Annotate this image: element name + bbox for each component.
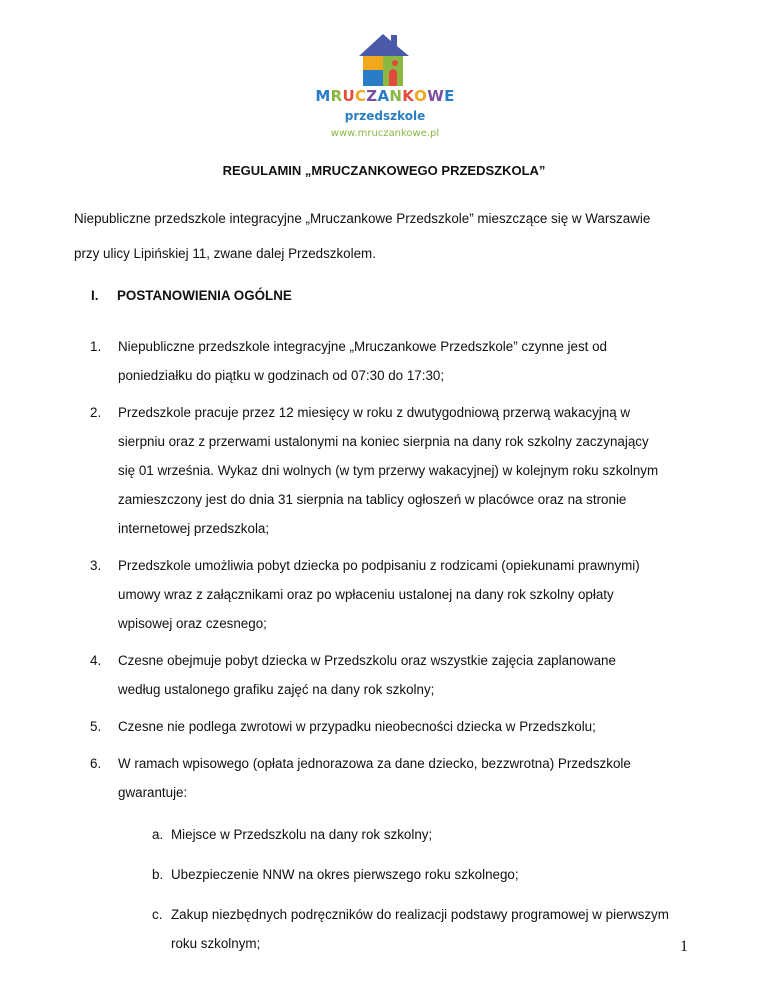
list-item bbox=[90, 712, 710, 741]
text-line: Czesne obejmuje pobyt dziecka w Przedszkolu oraz wszystkie zajęcia zaplanowane bbox=[118, 653, 616, 668]
list-item-text bbox=[118, 332, 710, 390]
sub-list bbox=[152, 820, 712, 958]
house-logo-icon bbox=[355, 32, 417, 88]
brand-letter: O bbox=[414, 87, 428, 105]
list-item bbox=[90, 398, 710, 543]
intro-paragraph bbox=[74, 201, 714, 271]
text-line: wpisowej oraz czesnego; bbox=[118, 616, 267, 631]
text-line: internetowej przedszkola; bbox=[118, 521, 270, 536]
sub-list-item-letter: c. bbox=[152, 907, 163, 922]
list-item-number: 6. bbox=[90, 756, 102, 771]
brand-letter: C bbox=[354, 87, 367, 105]
list-item-text bbox=[118, 398, 710, 543]
text-line: sierpniu oraz z przerwami ustalonymi na koniec sierpnia na dany rok szkolny zaczynający bbox=[118, 434, 649, 449]
text-line: zamieszczony jest do dnia 31 sierpnia na tablicy ogłoszeń w placówce oraz na stronie bbox=[118, 492, 627, 507]
list-item-text bbox=[118, 749, 710, 807]
brand-letter: A bbox=[377, 87, 390, 105]
text-line: Przedszkole pracuje przez 12 miesięcy w roku z dwutygodniową przerwą wakacyjną w bbox=[118, 405, 631, 420]
list-item bbox=[90, 551, 710, 638]
brand-letter: N bbox=[389, 87, 403, 105]
brand-letter: K bbox=[402, 87, 415, 105]
text-line: Ubezpieczenie NNW na okres pierwszego roku szkolnego; bbox=[171, 867, 519, 882]
sub-list-item-letter: b. bbox=[152, 867, 164, 882]
brand-letter: W bbox=[427, 87, 445, 105]
section-heading bbox=[91, 288, 292, 303]
text-line: W ramach wpisowego (opłata jednorazowa za dane dziecko, bezzwrotna) Przedszkole bbox=[118, 756, 631, 771]
text-line: roku szkolnym; bbox=[171, 936, 261, 951]
text-line: Przedszkole umożliwia pobyt dziecka po podpisaniu z rodzicami (opiekunami prawnymi) bbox=[118, 558, 640, 573]
section-title: POSTANOWIENIA OGÓLNE bbox=[117, 288, 292, 303]
brand-letter: M bbox=[315, 87, 331, 105]
text-line: poniedziałku do piątku w godzinach od 07:30 do 17:30; bbox=[118, 368, 445, 383]
sub-list-item bbox=[152, 900, 712, 958]
text-line: według ustalonego grafiku zajęć na dany rok szkolny; bbox=[118, 682, 435, 697]
sub-list-item bbox=[152, 820, 712, 849]
list-item-number: 3. bbox=[90, 558, 102, 573]
text-line: się 01 września. Wykaz dni wolnych (w tym przerwy wakacyjnej) w kolejnym roku szkolnym bbox=[118, 463, 659, 478]
text-line: Miejsce w Przedszkolu na dany rok szkolny; bbox=[171, 827, 433, 842]
brand-url: www.mruczankowe.pl bbox=[330, 128, 440, 139]
brand-subtitle: przedszkole bbox=[344, 109, 426, 123]
list-item-number: 2. bbox=[90, 405, 102, 420]
text-line: Czesne nie podlega zwrotowi w przypadku nieobecności dziecka w Przedszkolu; bbox=[118, 719, 596, 734]
brand-letter: Z bbox=[366, 87, 378, 105]
section-number: I. bbox=[91, 288, 99, 303]
regulations-list bbox=[90, 332, 710, 969]
intro-line: Niepubliczne przedszkole integracyjne „Mruczankowe Przedszkole” mieszczące się w Warszawie bbox=[74, 211, 651, 226]
list-item-number: 1. bbox=[90, 339, 102, 354]
page-number: 1 bbox=[680, 938, 688, 955]
brand-name bbox=[305, 87, 465, 105]
text-line: Niepubliczne przedszkole integracyjne „Mruczankowe Przedszkole” czynne jest od bbox=[118, 339, 607, 354]
list-item bbox=[90, 749, 710, 958]
list-item-text bbox=[118, 646, 710, 704]
list-item-text bbox=[118, 712, 710, 741]
list-item bbox=[90, 646, 710, 704]
list-item-text bbox=[118, 551, 710, 638]
brand-letter: R bbox=[330, 87, 343, 105]
sub-list-item bbox=[152, 860, 712, 889]
logo bbox=[305, 28, 465, 148]
sub-list-item-letter: a. bbox=[152, 827, 164, 842]
text-line: Zakup niezbędnych podręczników do realizacji podstawy programowej w pierwszym bbox=[171, 907, 669, 922]
document-title: REGULAMIN „MRUCZANKOWEGO PRZEDSZKOLA” bbox=[222, 163, 546, 178]
brand-letter: U bbox=[342, 87, 355, 105]
intro-line: przy ulicy Lipińskiej 11, zwane dalej Przedszkolem. bbox=[74, 246, 376, 261]
text-line: gwarantuje: bbox=[118, 785, 188, 800]
list-item-number: 4. bbox=[90, 653, 102, 668]
list-item bbox=[90, 332, 710, 390]
text-line: umowy wraz z załącznikami oraz po wpłaceniu ustalonej na dany rok szkolny opłaty bbox=[118, 587, 614, 602]
brand-letter: E bbox=[444, 87, 455, 105]
list-item-number: 5. bbox=[90, 719, 102, 734]
